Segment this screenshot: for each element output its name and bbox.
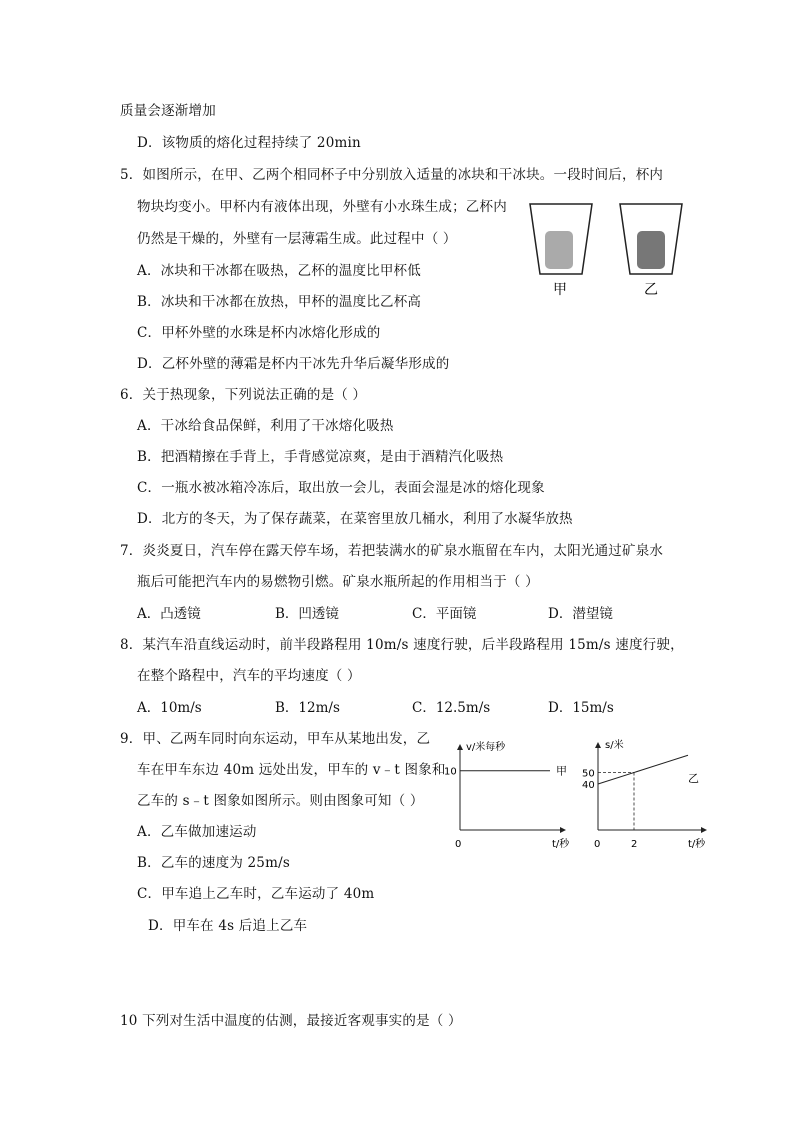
st-ylabel: s/米 xyxy=(605,740,624,751)
st-xlabel: t/秒 xyxy=(688,839,706,850)
st-graph xyxy=(578,735,718,855)
vt-graph xyxy=(430,735,580,855)
q7-option-d: D．潜望镜 xyxy=(548,606,613,622)
q5-option-c: C．甲杯外壁的水珠是杯内冰熔化形成的 xyxy=(137,325,381,341)
q5-stem-line1: 5．如图所示，在甲、乙两个相同杯子中分别放入适量的冰块和干冰块。一段时间后，杯内 xyxy=(120,167,664,183)
q7-option-a: A．凸透镜 xyxy=(137,606,201,622)
dry-ice-block xyxy=(637,231,665,269)
vt-xlabel: t/秒 xyxy=(552,839,570,850)
q6-option-b: B．把酒精擦在手背上，手背感觉凉爽，是由于酒精汽化吸热 xyxy=(137,449,504,465)
q6-option-d: D．北方的冬天，为了保存蔬菜，在菜窖里放几桶水，利用了水凝华放热 xyxy=(137,511,573,527)
q6-stem: 6．关于热现象，下列说法正确的是（ ） xyxy=(120,387,367,403)
st-origin: 0 xyxy=(594,839,601,850)
cup-yi xyxy=(620,204,682,274)
q8-stem-line2: 在整个路程中，汽车的平均速度（ ） xyxy=(137,668,361,684)
vt-ytick: 10 xyxy=(444,766,457,778)
cups-figure xyxy=(520,196,700,301)
q5-option-b: B．冰块和干冰都在放热，甲杯的温度比乙杯高 xyxy=(137,294,422,310)
q5-stem-line2: 物块均变小。甲杯内有液体出现，外壁有小水珠生成；乙杯内 xyxy=(137,199,507,215)
q8-option-a: A．10m/s xyxy=(137,700,202,716)
cup-jia xyxy=(530,204,592,274)
st-ytick-50: 50 xyxy=(582,768,595,780)
q7-option-b: B．凹透镜 xyxy=(275,606,339,622)
q5-option-a: A．冰块和干冰都在吸热，乙杯的温度比甲杯低 xyxy=(137,263,421,279)
q9-stem-line3: 乙车的 s﹣t 图象如图所示。则由图象可知（ ） xyxy=(137,793,424,809)
q10-stem: 10 下列对生活中温度的估测，最接近客观事实的是（ ） xyxy=(120,1013,462,1029)
vt-origin: 0 xyxy=(455,839,462,850)
q5-stem-line3: 仍然是干燥的，外壁有一层薄霜生成。此过程中（ ） xyxy=(137,231,457,247)
st-series-label: 乙 xyxy=(688,772,699,785)
vt-ylabel: v/米每秒 xyxy=(466,742,506,753)
q8-option-d: D．15m/s xyxy=(548,700,614,716)
q7-stem-line2: 瓶后可能把汽车内的易燃物引燃。矿泉水瓶所起的作用相当于（ ） xyxy=(137,574,539,590)
q9-option-c: C．甲车追上乙车时，乙车运动了 40m xyxy=(137,886,375,902)
st-ytick-40: 40 xyxy=(582,780,595,791)
q7-stem-line1: 7．炎炎夏日，汽车停在露天停车场，若把装满水的矿泉水瓶留在车内，太阳光通过矿泉水 xyxy=(120,543,664,559)
ice-block xyxy=(545,231,573,269)
prev-option-d: D．该物质的熔化过程持续了 20min xyxy=(137,135,361,151)
prev-option-continuation: 质量会逐渐增加 xyxy=(120,103,216,119)
vt-series-label: 甲 xyxy=(556,764,567,778)
cup-yi-label: 乙 xyxy=(644,282,658,298)
st-xtick-2: 2 xyxy=(631,839,638,850)
q9-option-d: D．甲车在 4s 后追上乙车 xyxy=(148,918,308,934)
q9-option-a: A．乙车做加速运动 xyxy=(137,824,257,840)
q8-stem-line1: 8．某汽车沿直线运动时，前半段路程用 10m/s 速度行驶，后半段路程用 15m/s 速度行驶， xyxy=(120,637,684,653)
q8-option-c: C．12.5m/s xyxy=(412,700,491,716)
st-series-line xyxy=(598,755,688,784)
q6-option-a: A．干冰给食品保鲜，利用了干冰熔化吸热 xyxy=(137,418,394,434)
q5-option-d: D．乙杯外壁的薄霜是杯内干冰先升华后凝华形成的 xyxy=(137,356,450,372)
q9-stem-line2: 车在甲车东边 40m 远处出发，甲车的 v﹣t 图象和 xyxy=(137,762,446,778)
cup-jia-label: 甲 xyxy=(553,282,567,298)
q9-option-b: B．乙车的速度为 25m/s xyxy=(137,855,290,871)
q7-option-c: C．平面镜 xyxy=(412,606,477,622)
q9-stem-line1: 9．甲、乙两车同时向东运动，甲车从某地出发，乙 xyxy=(120,731,431,747)
q6-option-c: C．一瓶水被冰箱冷冻后，取出放一会儿，表面会湿是冰的熔化现象 xyxy=(137,480,545,496)
q8-option-b: B．12m/s xyxy=(275,700,340,716)
